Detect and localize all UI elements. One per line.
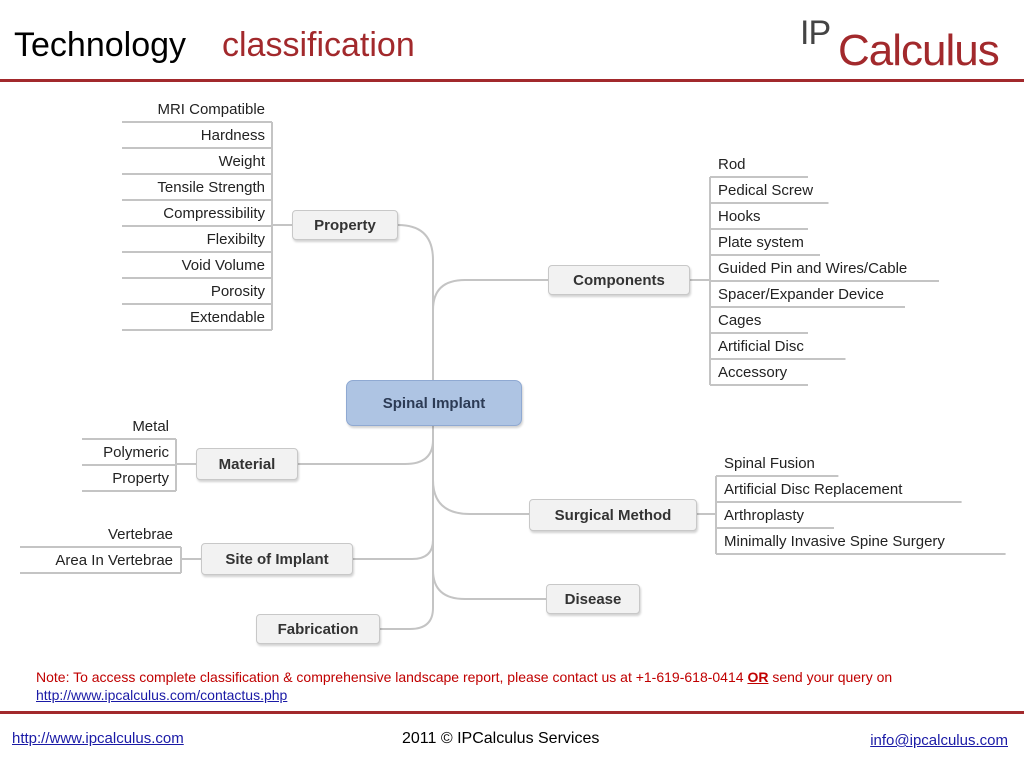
- surgical-method-item: Spinal Fusion: [724, 455, 815, 472]
- node-material: Material: [196, 448, 298, 480]
- footer-divider: [0, 711, 1024, 714]
- surgical-method-item: Artificial Disc Replacement: [724, 481, 903, 498]
- logo-ip-text: IP: [800, 14, 831, 52]
- property-item: Compressibility: [163, 205, 265, 222]
- node-components: Components: [548, 265, 690, 295]
- property-item: Flexibilty: [206, 231, 265, 248]
- connector-line: [380, 559, 433, 629]
- note-text-after: send your query on: [768, 669, 893, 685]
- surgical-method-item: Arthroplasty: [724, 507, 805, 524]
- material-item: Property: [112, 470, 169, 487]
- node-fabrication: Fabrication: [256, 614, 380, 644]
- connector-line: [433, 280, 548, 380]
- node-site-of-implant: Site of Implant: [201, 543, 353, 575]
- property-item: MRI Compatible: [157, 101, 265, 118]
- component-item: Accessory: [718, 364, 788, 381]
- property-item: Tensile Strength: [157, 179, 265, 196]
- copyright-text: 2011 © IPCalculus Services: [402, 730, 600, 747]
- site-item: Area In Vertebrae: [55, 552, 173, 569]
- note-text: Note: To access complete classification & comprehensive landscape report, please contact us at +1-619-618-0414: [36, 669, 748, 685]
- property-item: Porosity: [210, 283, 265, 300]
- property-item: Weight: [218, 153, 265, 170]
- node-disease: Disease: [546, 584, 640, 614]
- node-property: Property: [292, 210, 398, 240]
- connector-line: [353, 464, 433, 559]
- component-item: Rod: [718, 156, 746, 173]
- note-or: OR: [747, 669, 769, 685]
- title-text: Technology: [14, 26, 187, 64]
- property-item: Hardness: [200, 127, 265, 144]
- component-item: Guided Pin and Wires/Cable: [718, 260, 908, 277]
- component-item: Spacer/Expander Device: [718, 286, 884, 303]
- component-item: Hooks: [718, 208, 761, 225]
- connector-line: [398, 225, 433, 380]
- property-item: Extendable: [189, 309, 265, 326]
- material-item: Metal: [132, 418, 169, 435]
- component-item: Cages: [718, 312, 762, 329]
- surgical-method-item: Minimally Invasive Spine Surgery: [724, 533, 945, 550]
- site-item: Vertebrae: [107, 526, 173, 543]
- website-link[interactable]: http://www.ipcalculus.com: [12, 730, 184, 747]
- connector-line: [433, 426, 529, 514]
- component-item: Plate system: [718, 234, 804, 251]
- contact-link[interactable]: http://www.ipcalculus.com/contactus.php: [36, 687, 288, 703]
- component-item: Pedical Screw: [718, 182, 814, 199]
- center-node-spinal-implant: Spinal Implant: [346, 380, 522, 426]
- email-link[interactable]: info@ipcalculus.com: [870, 732, 1008, 749]
- material-item: Polymeric: [103, 444, 169, 461]
- connector-line: [298, 426, 433, 464]
- logo-calculus-text: Calculus: [838, 26, 999, 75]
- node-surgical-method: Surgical Method: [529, 499, 697, 531]
- title-highlight: classification: [222, 26, 415, 64]
- contact-note: [36, 668, 1016, 704]
- component-item: Artificial Disc: [718, 338, 804, 355]
- property-item: Void Volume: [181, 257, 265, 274]
